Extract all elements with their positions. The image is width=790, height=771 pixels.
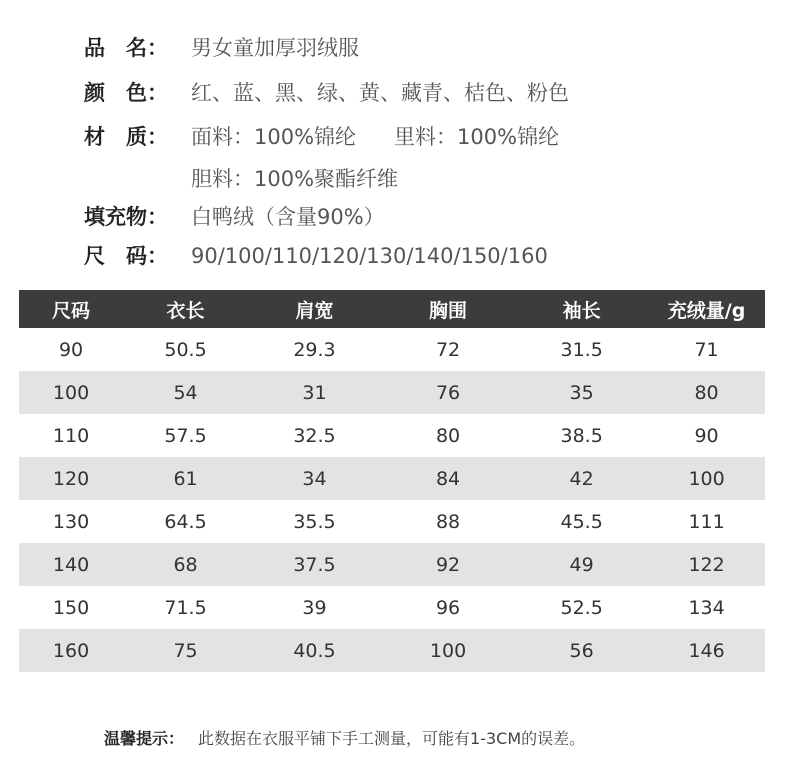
table-cell: 68 [123,543,248,586]
table-cell: 32.5 [248,414,381,457]
table-cell: 92 [381,543,515,586]
table-cell: 111 [648,500,765,543]
table-cell: 61 [123,457,248,500]
table-cell: 45.5 [515,500,648,543]
header-cell-chest: 胸围 [381,290,515,328]
table-cell: 56 [515,629,648,672]
table-cell: 146 [648,629,765,672]
table-cell: 72 [381,328,515,371]
table-cell: 110 [19,414,123,457]
table-cell: 40.5 [248,629,381,672]
table-cell: 88 [381,500,515,543]
header-cell-shoulder: 肩宽 [248,290,381,328]
table-cell: 37.5 [248,543,381,586]
table-cell: 31.5 [515,328,648,371]
table-cell: 120 [19,457,123,500]
table-cell: 71.5 [123,586,248,629]
table-cell: 75 [123,629,248,672]
table-cell: 71 [648,328,765,371]
table-cell: 38.5 [515,414,648,457]
table-row [19,543,765,586]
measurement-note [104,726,585,749]
table-row [19,371,765,414]
product-name-value: 男女童加厚羽绒服 [191,36,359,60]
table-row [19,500,765,543]
table-cell: 80 [381,414,515,457]
table-cell: 100 [381,629,515,672]
material-liner: 胆料：100%聚酯纤维 [191,167,399,191]
table-cell: 49 [515,543,648,586]
table-cell: 122 [648,543,765,586]
table-cell: 35.5 [248,500,381,543]
table-row [19,457,765,500]
product-color-value: 红、蓝、黑、绿、黄、藏青、桔色、粉色 [191,81,569,105]
size-chart-table [19,290,765,672]
table-cell: 80 [648,371,765,414]
table-cell: 29.3 [248,328,381,371]
table-cell: 130 [19,500,123,543]
table-cell: 90 [19,328,123,371]
product-material-value [191,117,559,157]
table-cell: 100 [19,371,123,414]
table-cell: 35 [515,371,648,414]
table-row [19,414,765,457]
product-filling-value: 白鸭绒（含量90%） [191,205,385,229]
table-cell: 42 [515,457,648,500]
note-text: 此数据在衣服平铺下手工测量，可能有1-3CM的误差。 [198,729,586,748]
table-cell: 54 [123,371,248,414]
table-cell: 140 [19,543,123,586]
product-filling-label: 填充物： [84,205,168,229]
note-label: 温馨提示： [104,729,185,748]
product-name-label: 品 名： [84,36,168,60]
table-cell: 160 [19,629,123,672]
table-cell: 100 [648,457,765,500]
table-row [19,586,765,629]
product-size-value: 90/100/110/120/130/140/150/160 [191,244,548,268]
header-cell-size: 尺码 [19,290,123,328]
header-cell-sleeve: 袖长 [515,290,648,328]
product-color-label: 颜 色： [84,81,168,105]
product-material-label: 材 质： [84,125,168,149]
size-chart-header-row [19,290,765,328]
table-cell: 39 [248,586,381,629]
table-cell: 34 [248,457,381,500]
header-cell-fill: 充绒量/g [648,290,765,328]
table-cell: 50.5 [123,328,248,371]
table-cell: 84 [381,457,515,500]
header-cell-length: 衣长 [123,290,248,328]
table-row [19,328,765,371]
table-cell: 57.5 [123,414,248,457]
table-cell: 52.5 [515,586,648,629]
table-cell: 31 [248,371,381,414]
material-lining: 里料：100%锦纶 [394,125,560,149]
table-cell: 134 [648,586,765,629]
table-cell: 76 [381,371,515,414]
table-cell: 96 [381,586,515,629]
product-size-label: 尺 码： [84,244,168,268]
table-cell: 64.5 [123,500,248,543]
table-row [19,629,765,672]
table-cell: 150 [19,586,123,629]
table-cell: 90 [648,414,765,457]
material-outer: 面料：100%锦纶 [191,125,357,149]
